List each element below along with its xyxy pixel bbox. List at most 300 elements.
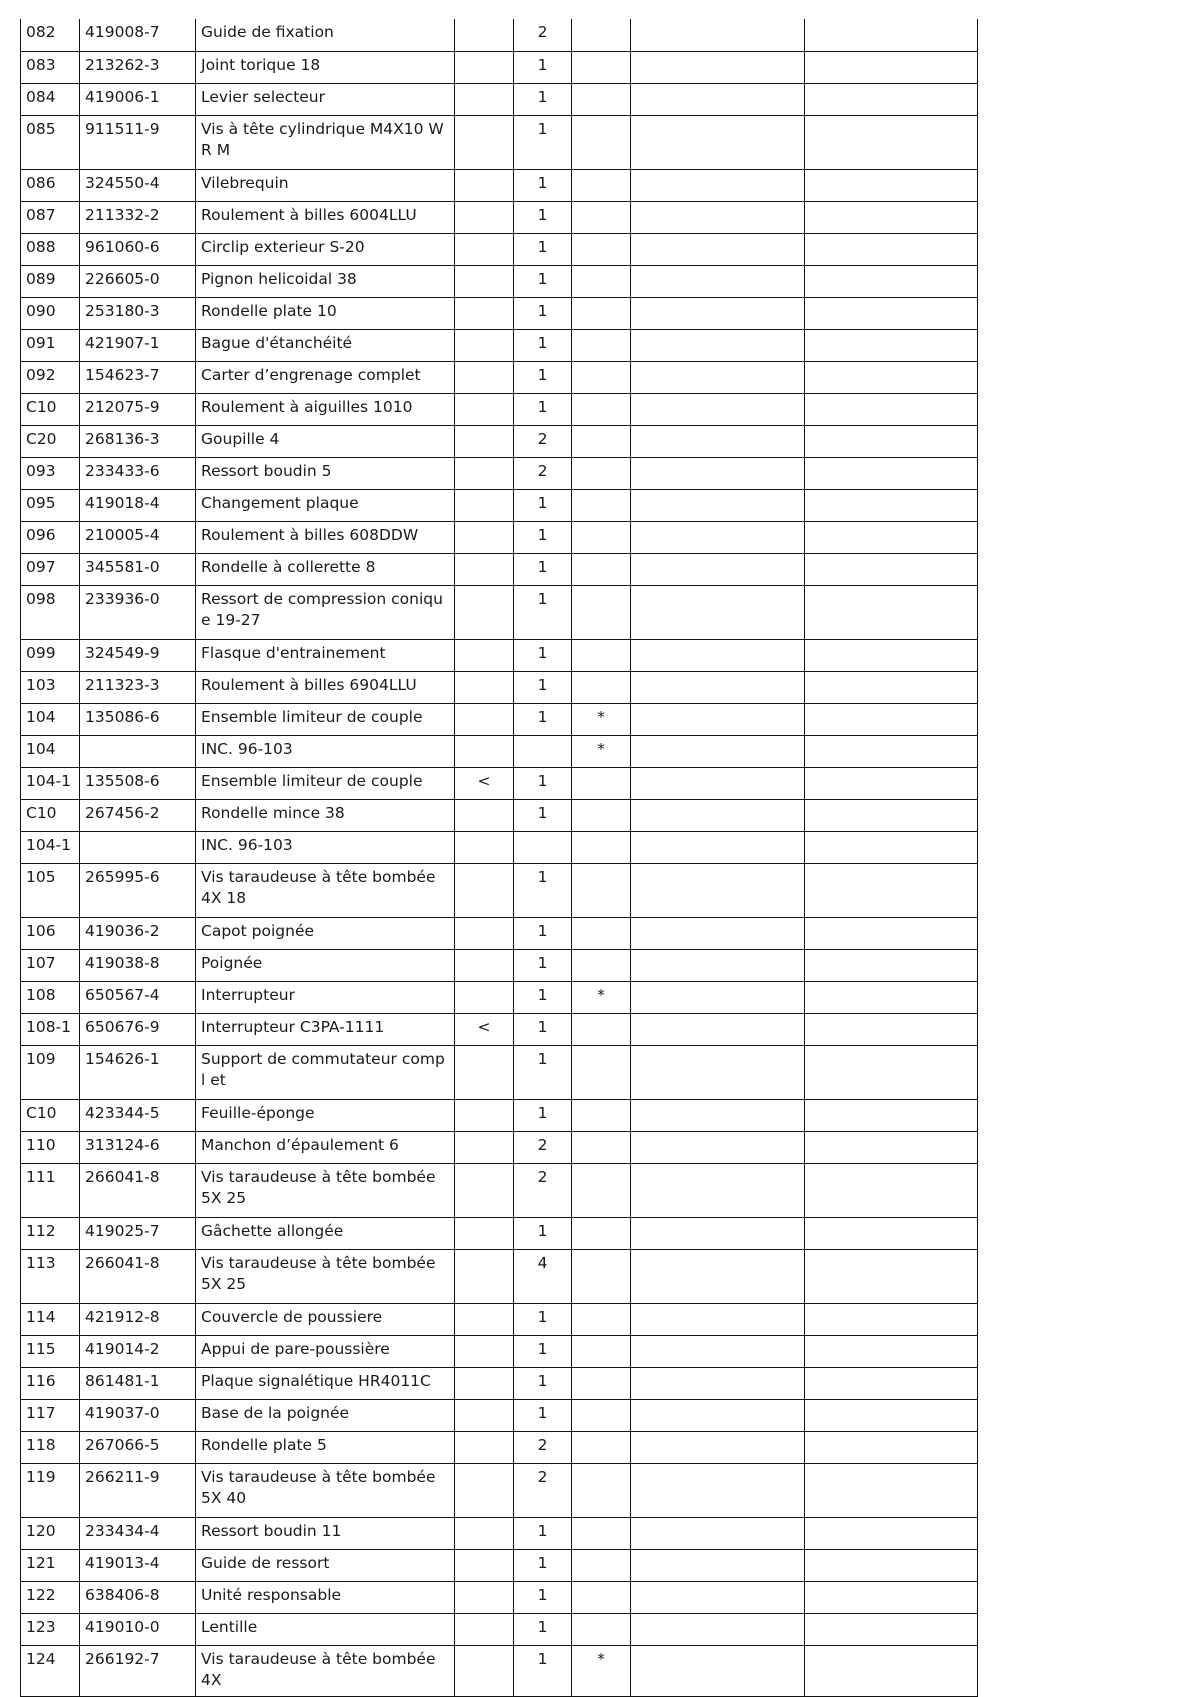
quantity-cell: 1 xyxy=(514,83,572,115)
blank-cell xyxy=(805,1463,978,1517)
quantity-cell: 1 xyxy=(514,917,572,949)
part-code-cell: 226605-0 xyxy=(80,265,196,297)
part-description-cell: Guide de ressort xyxy=(196,1549,455,1581)
quantity-cell: 1 xyxy=(514,1399,572,1431)
quantity-cell: 1 xyxy=(514,671,572,703)
replacement-flag-cell xyxy=(455,917,514,949)
quantity-cell: 1 xyxy=(514,1013,572,1045)
replacement-flag-cell xyxy=(455,799,514,831)
note-mark-cell xyxy=(572,1463,631,1517)
quantity-cell xyxy=(514,831,572,863)
quantity-cell: 2 xyxy=(514,1131,572,1163)
item-number-cell: 112 xyxy=(21,1217,80,1249)
quantity-cell: 1 xyxy=(514,981,572,1013)
note-mark-cell xyxy=(572,799,631,831)
note-mark-cell xyxy=(572,1517,631,1549)
replacement-flag-cell: < xyxy=(455,767,514,799)
item-number-cell: C10 xyxy=(21,799,80,831)
blank-cell xyxy=(631,457,805,489)
item-number-cell: 120 xyxy=(21,1517,80,1549)
quantity-cell: 1 xyxy=(514,1217,572,1249)
blank-cell xyxy=(805,233,978,265)
item-number-cell: 107 xyxy=(21,949,80,981)
part-code-cell: 210005-4 xyxy=(80,521,196,553)
blank-cell xyxy=(631,703,805,735)
replacement-flag-cell xyxy=(455,1099,514,1131)
part-description-cell: Roulement à billes 6004LLU xyxy=(196,201,455,233)
note-mark-cell xyxy=(572,585,631,639)
part-description-cell: Roulement à aiguilles 1010 xyxy=(196,393,455,425)
blank-cell xyxy=(805,831,978,863)
blank-cell xyxy=(805,1099,978,1131)
item-number-cell: 109 xyxy=(21,1045,80,1099)
part-code-cell: 135508-6 xyxy=(80,767,196,799)
note-mark-cell xyxy=(572,1099,631,1131)
part-code-cell: 154626-1 xyxy=(80,1045,196,1099)
blank-cell xyxy=(805,585,978,639)
note-mark-cell xyxy=(572,1303,631,1335)
part-code-cell: 266211-9 xyxy=(80,1463,196,1517)
part-code-cell: 266192-7 xyxy=(80,1645,196,1696)
replacement-flag-cell xyxy=(455,703,514,735)
blank-cell xyxy=(631,19,805,51)
item-number-cell: 106 xyxy=(21,917,80,949)
part-description-cell: INC. 96-103 xyxy=(196,735,455,767)
blank-cell xyxy=(631,831,805,863)
replacement-flag-cell xyxy=(455,1613,514,1645)
part-description-cell: Rondelle mince 38 xyxy=(196,799,455,831)
item-number-cell: 083 xyxy=(21,51,80,83)
blank-cell xyxy=(631,639,805,671)
blank-cell xyxy=(631,917,805,949)
part-description-cell: Rondelle plate 10 xyxy=(196,297,455,329)
replacement-flag-cell xyxy=(455,1249,514,1303)
part-code-cell: 419038-8 xyxy=(80,949,196,981)
blank-cell xyxy=(631,949,805,981)
table-row xyxy=(21,767,978,799)
replacement-flag-cell xyxy=(455,115,514,169)
blank-cell xyxy=(631,1431,805,1463)
table-row xyxy=(21,799,978,831)
quantity-cell: 1 xyxy=(514,393,572,425)
item-number-cell: 123 xyxy=(21,1613,80,1645)
part-code-cell: 266041-8 xyxy=(80,1249,196,1303)
blank-cell xyxy=(805,1581,978,1613)
part-code-cell: 211323-3 xyxy=(80,671,196,703)
item-number-cell: 108 xyxy=(21,981,80,1013)
item-number-cell: 084 xyxy=(21,83,80,115)
blank-cell xyxy=(631,521,805,553)
blank-cell xyxy=(631,329,805,361)
replacement-flag-cell xyxy=(455,233,514,265)
note-mark-cell xyxy=(572,1335,631,1367)
table-row xyxy=(21,425,978,457)
table-row xyxy=(21,981,978,1013)
blank-cell xyxy=(631,1163,805,1217)
note-mark-cell xyxy=(572,1613,631,1645)
blank-cell xyxy=(805,703,978,735)
blank-cell xyxy=(805,1013,978,1045)
blank-cell xyxy=(805,949,978,981)
item-number-cell: 096 xyxy=(21,521,80,553)
blank-cell xyxy=(631,489,805,521)
quantity-cell: 1 xyxy=(514,1099,572,1131)
item-number-cell: 097 xyxy=(21,553,80,585)
item-number-cell: 082 xyxy=(21,19,80,51)
blank-cell xyxy=(631,83,805,115)
note-mark-cell: * xyxy=(572,703,631,735)
quantity-cell: 1 xyxy=(514,1549,572,1581)
item-number-cell: 119 xyxy=(21,1463,80,1517)
part-description-cell: Ensemble limiteur de couple xyxy=(196,767,455,799)
table-row xyxy=(21,457,978,489)
note-mark-cell xyxy=(572,1013,631,1045)
item-number-cell: 104 xyxy=(21,703,80,735)
replacement-flag-cell xyxy=(455,981,514,1013)
part-code-cell: 313124-6 xyxy=(80,1131,196,1163)
table-row xyxy=(21,949,978,981)
blank-cell xyxy=(805,51,978,83)
replacement-flag-cell xyxy=(455,19,514,51)
part-description-cell: Changement plaque xyxy=(196,489,455,521)
item-number-cell: 114 xyxy=(21,1303,80,1335)
note-mark-cell xyxy=(572,671,631,703)
replacement-flag-cell xyxy=(455,1303,514,1335)
replacement-flag-cell xyxy=(455,949,514,981)
note-mark-cell xyxy=(572,1431,631,1463)
blank-cell xyxy=(805,767,978,799)
part-code-cell: 961060-6 xyxy=(80,233,196,265)
table-row xyxy=(21,585,978,639)
blank-cell xyxy=(631,553,805,585)
blank-cell xyxy=(631,671,805,703)
part-code-cell: 421907-1 xyxy=(80,329,196,361)
part-code-cell: 212075-9 xyxy=(80,393,196,425)
note-mark-cell: * xyxy=(572,735,631,767)
quantity-cell: 2 xyxy=(514,457,572,489)
table-row xyxy=(21,1581,978,1613)
blank-cell xyxy=(805,457,978,489)
part-code-cell: 861481-1 xyxy=(80,1367,196,1399)
blank-cell xyxy=(805,265,978,297)
part-description-cell: Ensemble limiteur de couple xyxy=(196,703,455,735)
item-number-cell: C10 xyxy=(21,1099,80,1131)
item-number-cell: 089 xyxy=(21,265,80,297)
quantity-cell xyxy=(514,735,572,767)
quantity-cell: 1 xyxy=(514,1645,572,1696)
part-description-cell: Flasque d'entrainement xyxy=(196,639,455,671)
table-row xyxy=(21,639,978,671)
table-row xyxy=(21,393,978,425)
note-mark-cell xyxy=(572,1249,631,1303)
item-number-cell: 122 xyxy=(21,1581,80,1613)
blank-cell xyxy=(631,799,805,831)
replacement-flag-cell xyxy=(455,639,514,671)
part-description-cell: Goupille 4 xyxy=(196,425,455,457)
blank-cell xyxy=(805,553,978,585)
quantity-cell: 1 xyxy=(514,329,572,361)
table-row xyxy=(21,1045,978,1099)
table-row xyxy=(21,735,978,767)
blank-cell xyxy=(631,1645,805,1696)
blank-cell xyxy=(805,169,978,201)
blank-cell xyxy=(631,1463,805,1517)
quantity-cell: 1 xyxy=(514,585,572,639)
replacement-flag-cell xyxy=(455,329,514,361)
table-row xyxy=(21,1217,978,1249)
part-code-cell: 211332-2 xyxy=(80,201,196,233)
replacement-flag-cell xyxy=(455,1131,514,1163)
item-number-cell: C20 xyxy=(21,425,80,457)
item-number-cell: 086 xyxy=(21,169,80,201)
part-description-cell: Appui de pare-poussière xyxy=(196,1335,455,1367)
blank-cell xyxy=(631,1249,805,1303)
item-number-cell: 108-1 xyxy=(21,1013,80,1045)
part-code-cell: 324549-9 xyxy=(80,639,196,671)
replacement-flag-cell xyxy=(455,1549,514,1581)
table-row xyxy=(21,1399,978,1431)
part-description-cell: Vis taraudeuse à tête bombée 5X 40 xyxy=(196,1463,455,1517)
blank-cell xyxy=(805,1367,978,1399)
replacement-flag-cell xyxy=(455,1217,514,1249)
blank-cell xyxy=(805,19,978,51)
part-description-cell: Carter d’engrenage complet xyxy=(196,361,455,393)
note-mark-cell: * xyxy=(572,1645,631,1696)
blank-cell xyxy=(805,1549,978,1581)
replacement-flag-cell xyxy=(455,1581,514,1613)
note-mark-cell xyxy=(572,521,631,553)
note-mark-cell xyxy=(572,233,631,265)
table-row xyxy=(21,1335,978,1367)
part-description-cell: Levier selecteur xyxy=(196,83,455,115)
part-description-cell: Pignon helicoidal 38 xyxy=(196,265,455,297)
blank-cell xyxy=(631,1045,805,1099)
part-code-cell: 266041-8 xyxy=(80,1163,196,1217)
blank-cell xyxy=(631,1549,805,1581)
quantity-cell: 1 xyxy=(514,1517,572,1549)
quantity-cell: 1 xyxy=(514,1335,572,1367)
item-number-cell: 088 xyxy=(21,233,80,265)
blank-cell xyxy=(631,1581,805,1613)
table-row xyxy=(21,1131,978,1163)
blank-cell xyxy=(631,201,805,233)
item-number-cell: 104-1 xyxy=(21,767,80,799)
blank-cell xyxy=(631,265,805,297)
part-description-cell: Roulement à billes 6904LLU xyxy=(196,671,455,703)
blank-cell xyxy=(631,1131,805,1163)
blank-cell xyxy=(631,1613,805,1645)
quantity-cell: 1 xyxy=(514,1045,572,1099)
blank-cell xyxy=(805,1303,978,1335)
blank-cell xyxy=(631,585,805,639)
table-row xyxy=(21,329,978,361)
blank-cell xyxy=(631,1099,805,1131)
item-number-cell: C10 xyxy=(21,393,80,425)
blank-cell xyxy=(805,201,978,233)
blank-cell xyxy=(631,51,805,83)
blank-cell xyxy=(631,297,805,329)
blank-cell xyxy=(805,1335,978,1367)
quantity-cell: 1 xyxy=(514,949,572,981)
quantity-cell: 1 xyxy=(514,1581,572,1613)
table-row xyxy=(21,115,978,169)
item-number-cell: 117 xyxy=(21,1399,80,1431)
note-mark-cell xyxy=(572,553,631,585)
item-number-cell: 105 xyxy=(21,863,80,917)
table-row xyxy=(21,19,978,51)
part-description-cell: Rondelle à collerette 8 xyxy=(196,553,455,585)
blank-cell xyxy=(805,1249,978,1303)
note-mark-cell xyxy=(572,1549,631,1581)
replacement-flag-cell xyxy=(455,1163,514,1217)
part-description-cell: Plaque signalétique HR4011C xyxy=(196,1367,455,1399)
quantity-cell: 1 xyxy=(514,1613,572,1645)
quantity-cell: 1 xyxy=(514,489,572,521)
note-mark-cell xyxy=(572,19,631,51)
replacement-flag-cell xyxy=(455,1463,514,1517)
part-description-cell: Roulement à billes 608DDW xyxy=(196,521,455,553)
quantity-cell: 1 xyxy=(514,1367,572,1399)
part-code-cell: 267066-5 xyxy=(80,1431,196,1463)
part-description-cell: Poignée xyxy=(196,949,455,981)
blank-cell xyxy=(631,735,805,767)
blank-cell xyxy=(805,489,978,521)
quantity-cell: 1 xyxy=(514,201,572,233)
blank-cell xyxy=(631,767,805,799)
note-mark-cell xyxy=(572,265,631,297)
part-description-cell: Couvercle de poussiere xyxy=(196,1303,455,1335)
part-code-cell: 650676-9 xyxy=(80,1013,196,1045)
part-code-cell xyxy=(80,735,196,767)
replacement-flag-cell xyxy=(455,457,514,489)
table-row xyxy=(21,1613,978,1645)
item-number-cell: 085 xyxy=(21,115,80,169)
note-mark-cell xyxy=(572,393,631,425)
note-mark-cell xyxy=(572,639,631,671)
blank-cell xyxy=(631,393,805,425)
part-description-cell: Capot poignée xyxy=(196,917,455,949)
item-number-cell: 104-1 xyxy=(21,831,80,863)
part-description-cell: Guide de fixation xyxy=(196,19,455,51)
part-description-cell: Vis taraudeuse à tête bombée 5X 25 xyxy=(196,1163,455,1217)
blank-cell xyxy=(805,917,978,949)
note-mark-cell: * xyxy=(572,981,631,1013)
note-mark-cell xyxy=(572,51,631,83)
part-code-cell: 265995-6 xyxy=(80,863,196,917)
blank-cell xyxy=(805,521,978,553)
quantity-cell: 1 xyxy=(514,233,572,265)
quantity-cell: 1 xyxy=(514,703,572,735)
part-description-cell: Interrupteur xyxy=(196,981,455,1013)
note-mark-cell xyxy=(572,83,631,115)
part-description-cell: Rondelle plate 5 xyxy=(196,1431,455,1463)
part-code-cell: 638406-8 xyxy=(80,1581,196,1613)
replacement-flag-cell xyxy=(455,521,514,553)
note-mark-cell xyxy=(572,1217,631,1249)
item-number-cell: 087 xyxy=(21,201,80,233)
part-description-cell: Vis taraudeuse à tête bombée 4X 18 xyxy=(196,863,455,917)
part-description-cell: Vis taraudeuse à tête bombée 5X 25 xyxy=(196,1249,455,1303)
blank-cell xyxy=(631,981,805,1013)
quantity-cell: 1 xyxy=(514,297,572,329)
note-mark-cell xyxy=(572,1131,631,1163)
note-mark-cell xyxy=(572,297,631,329)
part-code-cell: 421912-8 xyxy=(80,1303,196,1335)
blank-cell xyxy=(631,361,805,393)
note-mark-cell xyxy=(572,1581,631,1613)
replacement-flag-cell xyxy=(455,585,514,639)
blank-cell xyxy=(631,1399,805,1431)
item-number-cell: 090 xyxy=(21,297,80,329)
note-mark-cell xyxy=(572,949,631,981)
note-mark-cell xyxy=(572,329,631,361)
part-code-cell: 233433-6 xyxy=(80,457,196,489)
note-mark-cell xyxy=(572,115,631,169)
blank-cell xyxy=(631,1517,805,1549)
table-row xyxy=(21,1645,978,1696)
table-row xyxy=(21,1463,978,1517)
item-number-cell: 111 xyxy=(21,1163,80,1217)
part-code-cell: 253180-3 xyxy=(80,297,196,329)
blank-cell xyxy=(805,671,978,703)
replacement-flag-cell xyxy=(455,489,514,521)
part-description-cell: Ressort de compression conique 19-27 xyxy=(196,585,455,639)
part-description-cell: Circlip exterieur S-20 xyxy=(196,233,455,265)
item-number-cell: 103 xyxy=(21,671,80,703)
quantity-cell: 1 xyxy=(514,1303,572,1335)
replacement-flag-cell xyxy=(455,1517,514,1549)
table-row xyxy=(21,1099,978,1131)
part-code-cell: 419014-2 xyxy=(80,1335,196,1367)
part-code-cell: 911511-9 xyxy=(80,115,196,169)
part-code-cell: 233434-4 xyxy=(80,1517,196,1549)
table-row xyxy=(21,703,978,735)
replacement-flag-cell xyxy=(455,735,514,767)
parts-table xyxy=(20,19,978,1697)
quantity-cell: 2 xyxy=(514,1431,572,1463)
part-code-cell: 213262-3 xyxy=(80,51,196,83)
blank-cell xyxy=(631,1013,805,1045)
replacement-flag-cell xyxy=(455,425,514,457)
part-code-cell: 419036-2 xyxy=(80,917,196,949)
blank-cell xyxy=(805,1131,978,1163)
table-row xyxy=(21,671,978,703)
part-code-cell: 419037-0 xyxy=(80,1399,196,1431)
table-row xyxy=(21,1249,978,1303)
replacement-flag-cell xyxy=(455,51,514,83)
table-row xyxy=(21,361,978,393)
table-row xyxy=(21,51,978,83)
blank-cell xyxy=(805,1217,978,1249)
note-mark-cell xyxy=(572,1399,631,1431)
blank-cell xyxy=(805,1163,978,1217)
part-description-cell: Vis taraudeuse à tête bombée 4X xyxy=(196,1645,455,1696)
blank-cell xyxy=(805,735,978,767)
table-row xyxy=(21,1303,978,1335)
note-mark-cell xyxy=(572,767,631,799)
quantity-cell: 1 xyxy=(514,553,572,585)
note-mark-cell xyxy=(572,917,631,949)
replacement-flag-cell xyxy=(455,361,514,393)
item-number-cell: 118 xyxy=(21,1431,80,1463)
blank-cell xyxy=(805,329,978,361)
note-mark-cell xyxy=(572,863,631,917)
table-row xyxy=(21,1013,978,1045)
part-description-cell: Base de la poignée xyxy=(196,1399,455,1431)
part-code-cell: 419013-4 xyxy=(80,1549,196,1581)
part-description-cell: Gâchette allongée xyxy=(196,1217,455,1249)
quantity-cell: 1 xyxy=(514,639,572,671)
